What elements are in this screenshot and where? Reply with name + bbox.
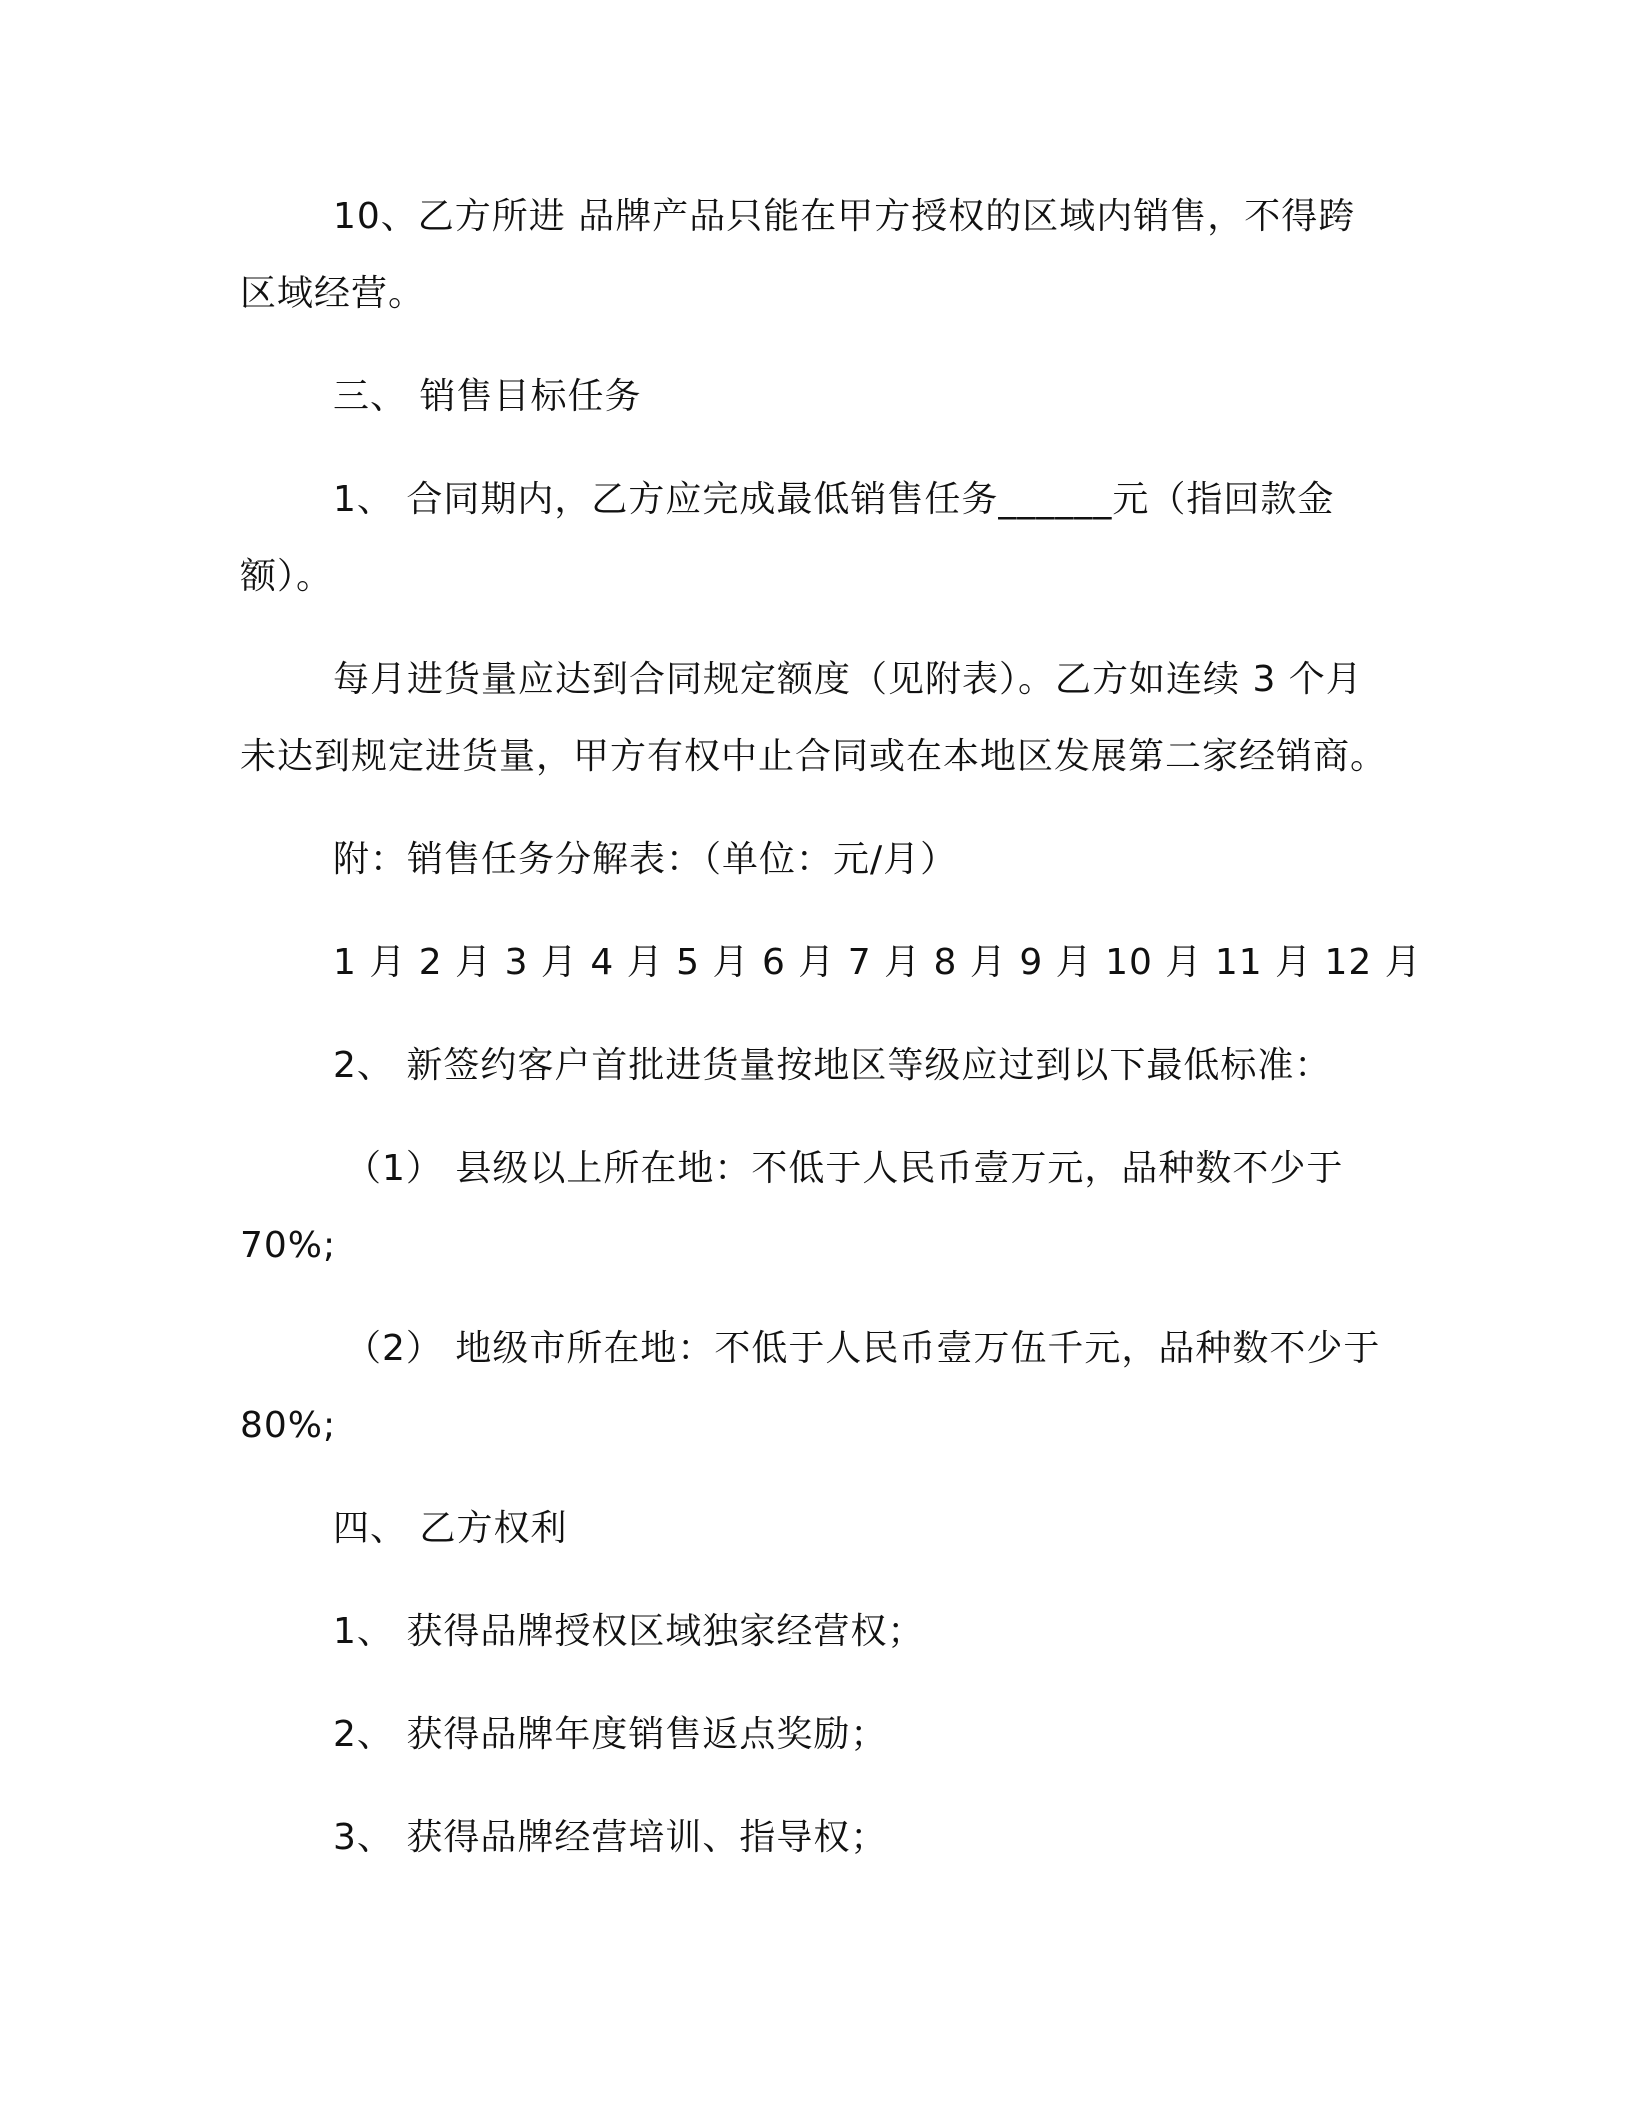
clause-3-1-line-1: 1、 合同期内，乙方应完成最低销售任务______元（指回款金 [333, 479, 1335, 520]
month-row: 1 月 2 月 3 月 4 月 5 月 6 月 7 月 8 月 9 月 10 月 11 月 12 月 [333, 942, 1422, 983]
standard-2-line-1: （2） 地级市所在地：不低于人民币壹万伍千元，品种数不少于 [345, 1328, 1381, 1369]
clause-10-line-2: 区域经营。 [240, 273, 426, 314]
standard-1-line-2: 70%; [240, 1225, 337, 1266]
clause-10-line-1: 10、乙方所进 品牌产品只能在甲方授权的区域内销售，不得跨 [333, 196, 1356, 237]
right-3: 3、 获得品牌经营培训、指导权； [333, 1817, 888, 1858]
clause-3-2-line: 2、 新签约客户首批进货量按地区等级应过到以下最低标准： [333, 1045, 1332, 1086]
standard-2-line-2: 80%; [240, 1405, 337, 1446]
standard-1-line-1: （1） 县级以上所在地：不低于人民币壹万元，品种数不少于 [345, 1148, 1344, 1189]
sales-task-table-caption: 附：销售任务分解表：（单位：元/月） [333, 839, 958, 880]
monthly-volume-line-2: 未达到规定进货量，甲方有权中止合同或在本地区发展第二家经销商。 [240, 736, 1388, 777]
right-2: 2、 获得品牌年度销售返点奖励； [333, 1714, 888, 1755]
clause-3-1-line-2: 额）。 [240, 556, 334, 597]
section-4-heading: 四、 乙方权利 [333, 1508, 568, 1549]
monthly-volume-line-1: 每月进货量应达到合同规定额度（见附表）。乙方如连续 3 个月 [333, 659, 1363, 700]
section-3-heading: 三、 销售目标任务 [333, 376, 642, 417]
right-1: 1、 获得品牌授权区域独家经营权； [333, 1611, 925, 1652]
